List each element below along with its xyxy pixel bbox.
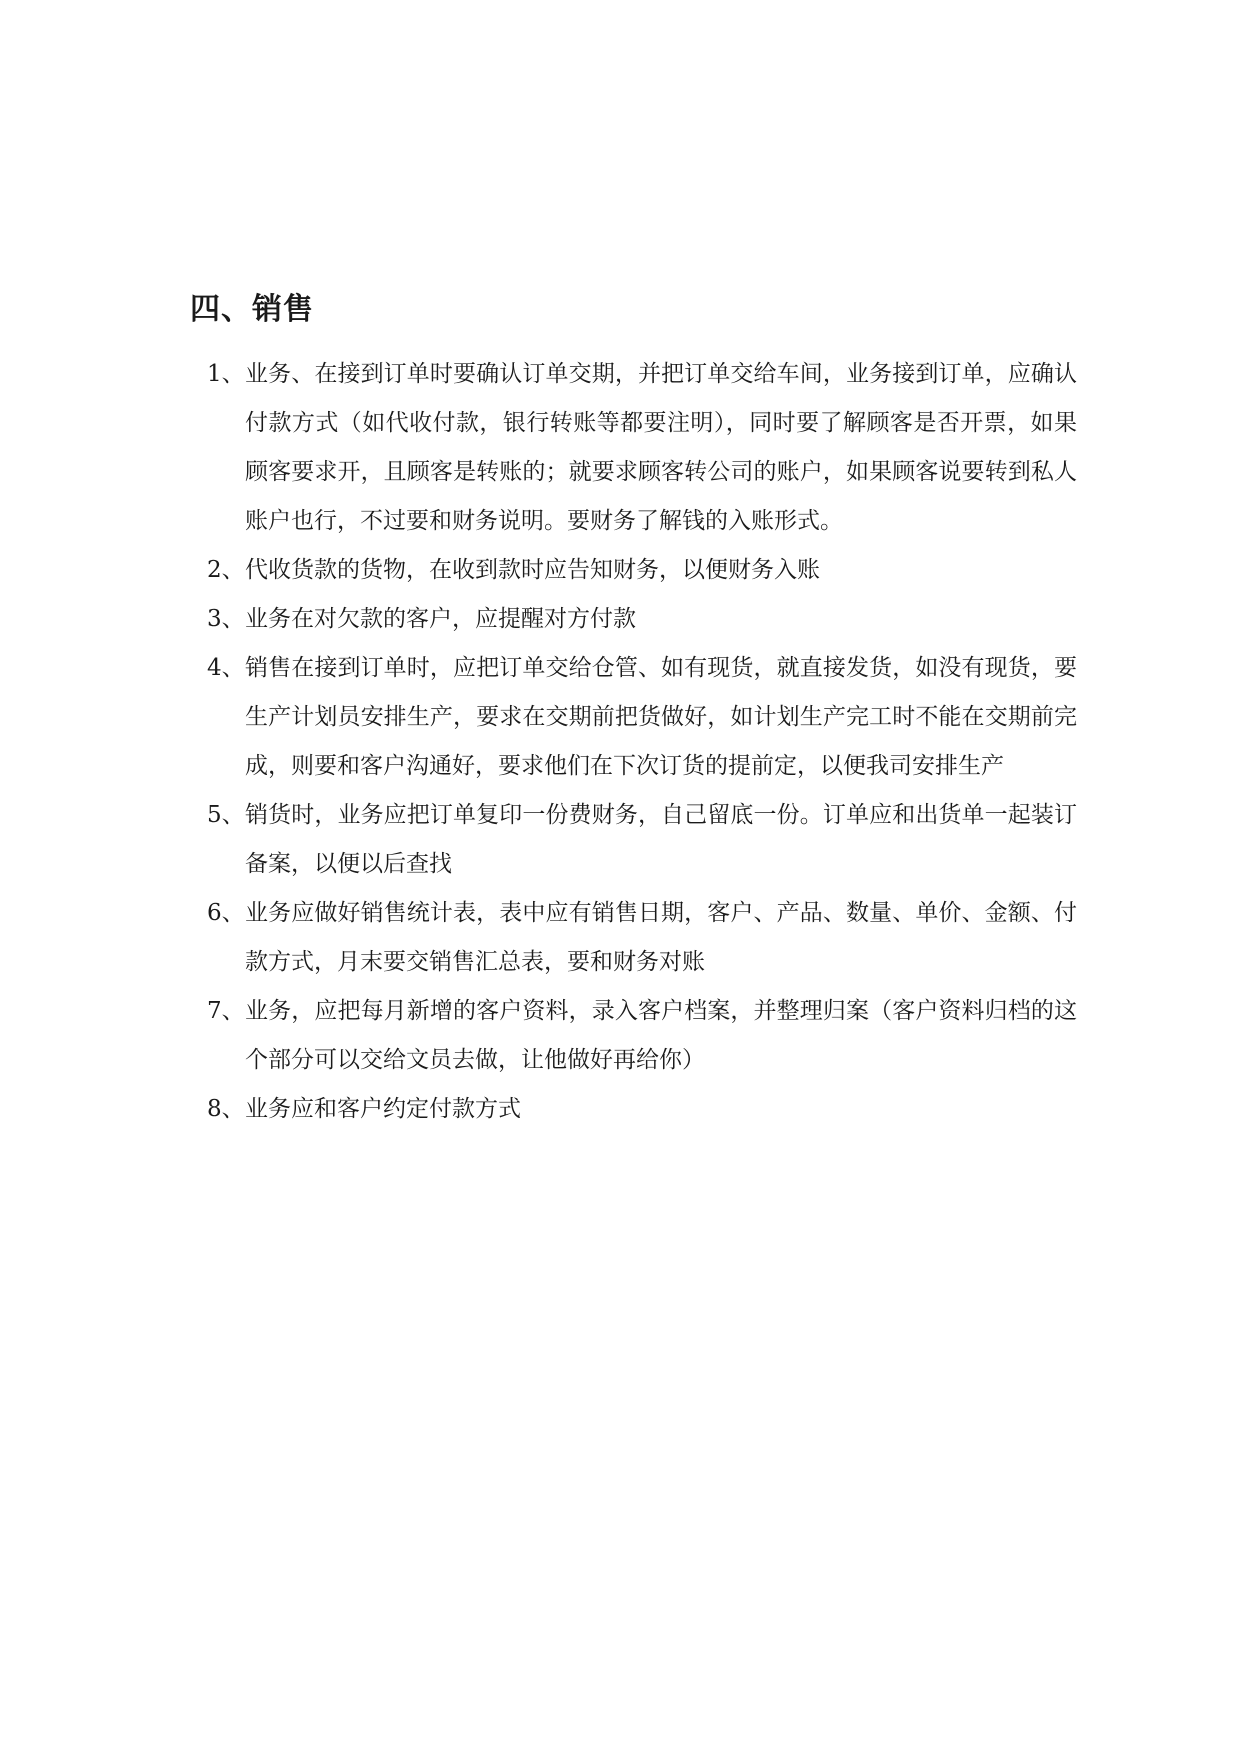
item-number: 5、 [207,802,245,828]
list-item [207,889,1077,987]
item-number: 6、 [207,900,245,926]
item-text: 业务、在接到订单时要确认订单交期，并把订单交给车间，业务接到订单，应确认付款方式（如代收付款，银行转账等都要注明），同时要了解顾客是否开票，如果顾客要求开，且顾客是转账的；就要求顾客转公司的账户，如果顾客说要转到私人账户也行，不过要和财务说明。要财务了解钱的入账形式。 [245,361,1077,534]
item-text: 销货时，业务应把订单复印一份费财务，自己留底一份。订单应和出货单一起装订备案，以便以后查找 [245,802,1077,877]
item-text: 业务应和客户约定付款方式 [245,1096,521,1122]
item-text: 销售在接到订单时，应把订单交给仓管、如有现货，就直接发货，如没有现货，要生产计划员安排生产，要求在交期前把货做好，如计划生产完工时不能在交期前完成，则要和客户沟通好，要求他们在下次订货的提前定，以便我司安排生产 [245,655,1077,779]
list-item [207,644,1077,791]
item-number: 1、 [207,361,245,387]
item-number: 8、 [207,1096,245,1122]
list-item [207,595,1077,644]
item-text: 代收货款的货物，在收到款时应告知财务，以便财务入账 [245,557,820,583]
rules-list [207,350,1077,1134]
list-item [207,546,1077,595]
item-text: 业务，应把每月新增的客户资料，录入客户档案，并整理归案（客户资料归档的这个部分可以交给文员去做，让他做好再给你） [245,998,1077,1073]
item-number: 4、 [207,655,245,681]
item-number: 3、 [207,606,245,632]
item-text: 业务应做好销售统计表，表中应有销售日期，客户、产品、数量、单价、金额、付款方式，月末要交销售汇总表，要和财务对账 [245,900,1077,975]
item-text: 业务在对欠款的客户，应提醒对方付款 [245,606,636,632]
list-item [207,1085,1077,1134]
item-number: 7、 [207,998,245,1024]
item-number: 2、 [207,557,245,583]
list-item [207,987,1077,1085]
list-item [207,350,1077,546]
list-item [207,791,1077,889]
section-heading: 四、销售 [190,292,314,327]
